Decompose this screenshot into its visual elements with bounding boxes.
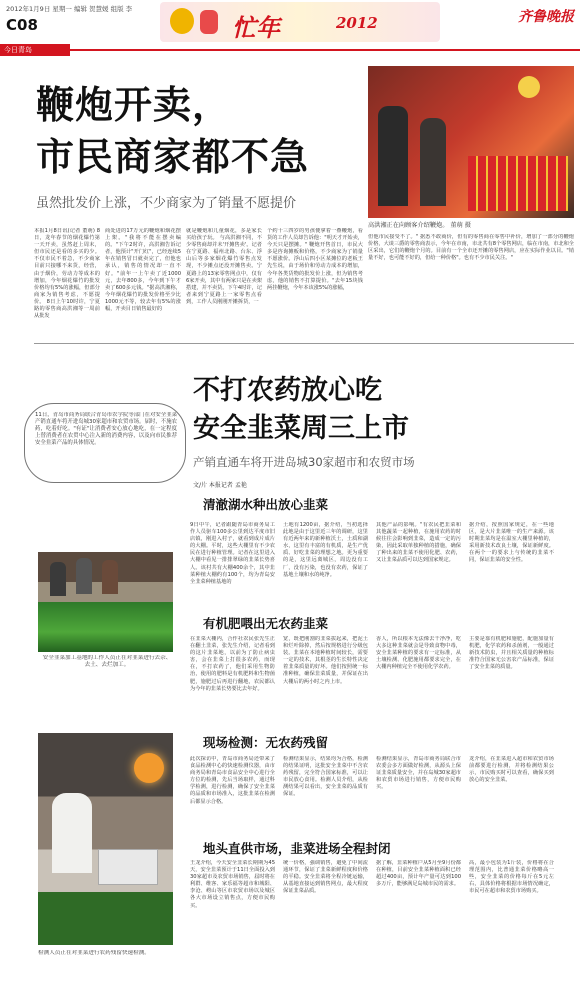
test-tray-icon: [98, 849, 158, 885]
article2-photo-chives-caption: 安全韭菜加工基地的工作人员正在对韭菜进行去杂、去土、去烂加工。: [42, 655, 172, 669]
article2-sec2-col2: 宽，既把刚割的韭菜拔起来，把泥土和烂叶除掉，然后按规格进行分级包装。韭菜在本地种植时间较长，需要一定的技术，其根茎的生长特性决定着韭菜质量的好坏。他们按照统一标准种植，确保韭菜质量，并保证在出大棚后的两小时之内上市。: [283, 636, 368, 685]
worker-figure-icon: [50, 562, 66, 596]
article2-headline-line2: 安全韭菜周三上市: [193, 413, 409, 444]
article2-subhead: 产销直通车将开进岛城30家超市和农贸市场: [193, 455, 415, 469]
article2-lead: 11日，青岛市商务局联合青岛市农学院等部门在对安全韭菜产销直通车将开进岛城30家超市和农贸市场。届时，不施农药，吃着好吃。"有证"让消费者安心放心地吃，在一定程度上替消费者在农贸中心注入新的消费内容，以及向市民推荐安全韭菜产品的具体情况。: [35, 412, 177, 447]
article1-col3: 就是鞭炮和儿童烟花，多是家长买给孩子玩。 与高洪湘不同，不少零售商却并未'开摊售卖'。记者在宁夏路、福州北路、台东、浮山后等多家烟花爆竹零售点发现，不少摊点还没开摊售卖。宁夏路上的13家零售网点中，仅有6家开卖，其中有两家只是在卖架搭建，并不卖货。下午4时许，记者来到宁夏路上一家零售点看到，工作人员刚刚开摊拆货，一: [186, 228, 262, 305]
article2-photo-testing: [38, 733, 173, 945]
article2-sec2-col3: 香人，所以根本无法像去干净净，吃大多这种韭菜就会是导致食物中毒，安全韭菜种植的要求有一定标准，从土壤检测、化肥施用都要求完全，在大棚内种植完全不使用化学农药。: [376, 636, 461, 671]
article2-sec4-col4: 高，最小包装为1斤装，价格将在合理范围内，比普通韭菜价格略高一些，安全韭菜的价格每斤在5元左右，具体价格将根据市场情况确定，市民可在超市和农贸市场购买。: [469, 860, 554, 895]
firecracker-stack-icon: [468, 156, 568, 211]
article2-section2-title: 有机肥喂出无农药韭菜: [203, 616, 329, 631]
date-line: 2012年1月9日 星期一 编辑 贺慧媛 组版 李: [6, 5, 133, 13]
article2-lead-box: [24, 403, 186, 483]
worker-figure-icon: [102, 560, 118, 594]
article2-byline: 文/片 本报记者 孟艳: [193, 482, 247, 489]
page-header: [0, 0, 580, 45]
banner-title: 忙年: [232, 13, 280, 42]
article1-headline-line1: 鞭炮开卖，: [36, 83, 232, 127]
lantern-icon: [518, 76, 540, 98]
article2-section1-title: 清澈湖水种出放心韭菜: [203, 497, 329, 512]
lamp-icon: [134, 753, 164, 783]
article1-headline-line2: 市民商家都不急: [36, 135, 310, 179]
banner-year: 2012: [336, 14, 378, 32]
vendor-figure-icon: [378, 106, 408, 206]
article2-headline-line1: 不打农药放心吃: [193, 375, 382, 406]
article2-sec3-col1: 此次探访中，青岛市商务局还带来了食品检测中心的快速检测仪器，由市商务局和青岛市食品安全中心进行全方位的检测，先后当场取样，通过科学检测，进行检测，确保了安全韭菜的品质和市场准入，这批韭菜在检测后都显示合格。: [190, 756, 275, 805]
article2-sec3-col2: 检测结果显示，结果均为合格，检测的结果证明，这批安全韭菜中不含农药残留，完全符合国家标准，可以让市民放心食用。检测人员介绍，从检测结果可以看出，安全韭菜的品质有保证。: [283, 756, 368, 798]
festival-banner: [160, 2, 440, 42]
article1-col5: 但他市民接受不了。" 据悉不敢商价，但有的零售商在零售中补价，增加了一部分的鞭炮价格，大谈三爵的零售商表示，今年在市南，市北共有8个零售网店，临在市南，市北和全区采出，它们的鞭炮个月的。目前有一个全市还开摊的零售网店，应在实际作业以目。"销量不好，也可能不好的，但给一种价格"。也有不少市民关注。": [368, 234, 574, 262]
section-label: 今日青岛: [0, 44, 70, 56]
page-number: C08: [6, 16, 38, 34]
article2-section3-title: 现场检测：无农药残留: [203, 735, 329, 750]
article1-col1: 本报1月8日讯(记者 董萌) 8日，龙年春节的烟花爆竹第一天开卖，虽然赶上周末，但市民还是看的多买的少。不仅市民不着急，不少商家目前只接哪不来货，经营，由于烟价，劳动力等成本的增加，今年烟花爆竹的批发价格均有5%的涨幅，但部分商家为销售考虑，不愿提价。 8日上午10时许，宁夏路的零售商高洪湘等一周前从批发: [34, 228, 100, 320]
article2-sec4-col3: 据了解，韭菜种植户从5月至9月份都在种植，目前安全韭菜种植面积已经超过400亩，预计年产量可达到100多万斤，能够满足岛城市民的需求。: [376, 860, 461, 888]
article2-sec4-col1: 王龙介绍，今天安全韭菜长期期为45天，安全韭菜预计于11日全面投入到30家超市及农贸市场销售，届时将在利群、维客、家乐福等超市和城阳、李沧、崂山等区市农贸市场以及城区各大市场设立销售点，方便市民购买。: [190, 860, 275, 909]
article1-col2: 商处进的17万元的鞭炮和烟花摆上架。"我将不能在摆卖编的。"下午2时许，高洪湘告诉记者，他预计"开门红"，已经连续5年在销售冒日就卖完了，但他也承认，销售的情况却一直不好。"前年一上午卖了近1000元，去年800多，今年到下午才卖了600多元钱。"据高洪湘称，今年烟花爆竹的批发价格至少比1000元不等，较去年有5%的涨幅，开卖目日销售最好的: [105, 228, 181, 313]
vendor-figure-icon: [420, 118, 446, 206]
worker-figure-icon: [76, 558, 92, 594]
article2-sec1-col2: 土地有1200亩，据介绍，当初选择此地是由于这里近三年的调研，这里有近两年来的新种植沃土，土质和湖水，这里有丰富的有机质，是生产优质、好吃韭菜的理想之地。更为重要的是，这里远离城区，周边没有工厂，没有污染，也没有农药，保证了基地土壤和水的纯净。: [283, 522, 368, 578]
article2-sec2-col4: 主要是靠有机肥和施肥，配施加量有机肥，化学农药和杀菌剂，一般通过新技术防虫，并且相关质量的种植标准符合国家无公害农产品标准，保证了安全韭菜的质量。: [469, 636, 554, 671]
article1-photo-caption: 高洪湘正在向顾客介绍鞭炮。 董萌 摄: [368, 222, 471, 229]
article2-section4-title: 地头直供市场，韭菜进场全程封闭: [203, 841, 391, 856]
paper-masthead: 齐鲁晚报: [518, 9, 574, 25]
article1-col4: 个约十三四岁的男孩便拿着一叠鞭炮，看货的工作人员却告诉他："明天才开始卖，今天只是摆摊。" 鞭炮开售首日，市民大多是咨询摊贩和价格，不少商家为了销量不愿涨价。浮山后四小区某摊位的老板王先生说，由于场价和劳动力成本的增加，今年各类货物的批发价上涨，但为销售考虑，他的销售不打算提价。"去年15块钱两挂鞭炮，今年本该涨5%的涨幅，: [267, 228, 363, 291]
article1-photo: [368, 66, 574, 218]
technician-figure-icon: [52, 793, 92, 873]
article2-sec4-col2: 统一价格，强调销售，避免了中间流通环节，保证了韭菜新鲜程度和价格的平稳。安全韭菜将全程冷链运输，从基地直接运到销售网点，最大程度保证韭菜品质。: [283, 860, 368, 895]
article2-sec1-col1: 9日中午，记者跟随青岛市商务局工作人员驱车100多公里到达平度市旧店镇，刚进入村子，就看到成片成片的大棚。平时，这些大棚里有不少农民在进行种植管理。记者在这里进入大棚中看见一排排翠绿的韭菜长势喜人。该村共有大棚400余个，其中韭菜种植大棚约有100个，均为青岛安全韭菜种植基地的: [190, 522, 275, 585]
article2-sec1-col4: 据介绍，按照国家规定，在一些地区，是大片韭菜唯一的生产来源。该时期韭菜均是在温室大棚里种植的，采用新技术改良土壤，保证新鲜度。在两个一的要求上与传统的韭菜不同，保证韭菜的安全性。: [469, 522, 554, 564]
article-divider: [34, 343, 574, 344]
article2-sec1-col3: 其他产品的影响。"有农民把韭菜和其他蔬菜一起种植，在施用农药的时候往往会影响到韭菜，造成一定的污染，因此采取单独种植的措施，确保了种出来的韭菜不使用化肥、农药，又让韭菜品质可以达到国家规定。: [376, 522, 461, 564]
header-rule: [70, 49, 580, 51]
article2-sec3-col3: 检测结果显示，青岛市商务局联合市农委会多方面做好检测，从源头上保证韭菜质量安全，并在岛城30家超市和农贸市场进行销售，方便市民购买。: [376, 756, 461, 791]
article2-photo-chives: [38, 552, 173, 652]
cartoon-figure-icon: [200, 10, 218, 34]
article2-photo-testing-caption: 检测人员正在对韭菜进行农药残留快速检测。: [38, 950, 150, 956]
article1-subhead: 虽然批发价上涨，不少商家为了销量不愿提价: [36, 196, 297, 211]
article2-sec3-col4: 龙介绍，在韭菜进入超市和农贸市场前都要进行检测，并将检测结果公示，市民购买时可以查看，确保买到放心的安全韭菜。: [469, 756, 554, 784]
article2-sec2-col1: 在韭菜大棚内，合作社农民张先生正在翻土韭菜，张先生介绍，记者看到的这片韭菜地，以前为了防止病虫害，会在韭菜上打很多农药，而现在，不打农药了，他们采用生物防治，使用的肥料是有机肥料和生物菌肥，施肥过后再进行翻地，农民都认为今年的韭菜长势要比去年好。: [190, 636, 275, 692]
lantern-icon: [170, 8, 194, 34]
